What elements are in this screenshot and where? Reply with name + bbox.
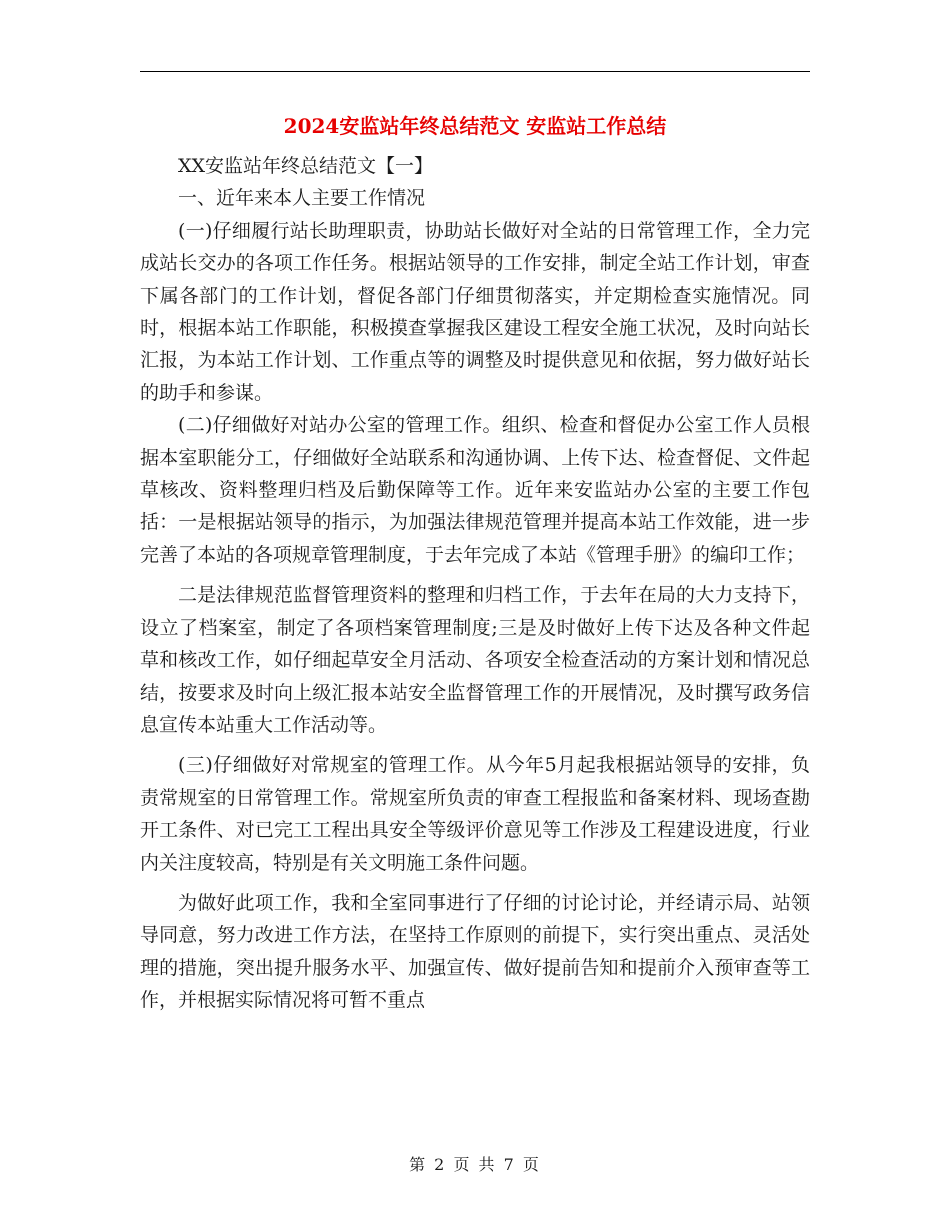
page-number-footer: 第 2 页 共 7 页 (409, 1155, 541, 1174)
header-rule (140, 71, 810, 72)
paragraph: (一)仔细履行站长助理职责，协助站长做好对全站的日常管理工作，全力完成站长交办的各项工作任务。根据站领导的工作安排，制定全站工作计划，审查下属各部门的工作计划，督促各部门仔细贯彻落实，并定期检查实施情况。同时，根据本站工作职能，积极摸查掌握我区建设工程安全施工状况，及时向站长汇报，为本站工作计划、工作重点等的调整及时提供意见和依据，努力做好站长的助手和参谋。 (140, 219, 810, 404)
paragraph: 二是法律规范监督管理资料的整理和归档工作，于去年在局的大力支持下，设立了档案室，制定了各项档案管理制度;三是及时做好上传下达及各种文件起草和核改工作，如仔细起草安全月活动、各项安全检查活动的方案计划和情况总结，按要求及时向上级汇报本站安全监督管理工作的开展情况，及时撰写政务信息宣传本站重大工作活动等。 (140, 584, 810, 736)
document-title: 2024安监站年终总结范文 安监站工作总结 (283, 114, 667, 138)
paragraph: 为做好此项工作，我和全室同事进行了仔细的讨论讨论，并经请示局、站领导同意，努力改进工作方法，在坚持工作原则的前提下，实行突出重点、灵活处理的措施，突出提升服务水平、加强宣传、做好提前告知和提前介入预审查等工作，并根据实际情况将可暂不重点 (140, 891, 810, 1012)
paragraph: (二)仔细做好对站办公室的管理工作。组织、检查和督促办公室工作人员根据本室职能分工，仔细做好全站联系和沟通协调、上传下达、检查督促、文件起草核改、资料整理归档及后勤保障等工作。近年来安监站办公室的主要工作包括：一是根据站领导的指示，为加强法律规范管理并提高本站工作效能，进一步完善了本站的各项规章管理制度，于去年完成了本站《管理手册》的编印工作； (140, 414, 810, 566)
paragraph: (三)仔细做好对常规室的管理工作。从今年5月起我根据站领导的安排，负责常规室的日常管理工作。常规室所负责的审查工程报监和备案材料、现场查勘开工条件、对已完工工程出具安全等级评价意见等工作涉及工程建设进度，行业内关注度较高，特别是有关文明施工条件问题。 (140, 754, 810, 874)
paragraph-section-heading: 一、近年来本人主要工作情况 (178, 187, 426, 210)
document-body (140, 150, 810, 1017)
paragraph-heading: XX安监站年终总结范文【一】 (178, 155, 434, 177)
